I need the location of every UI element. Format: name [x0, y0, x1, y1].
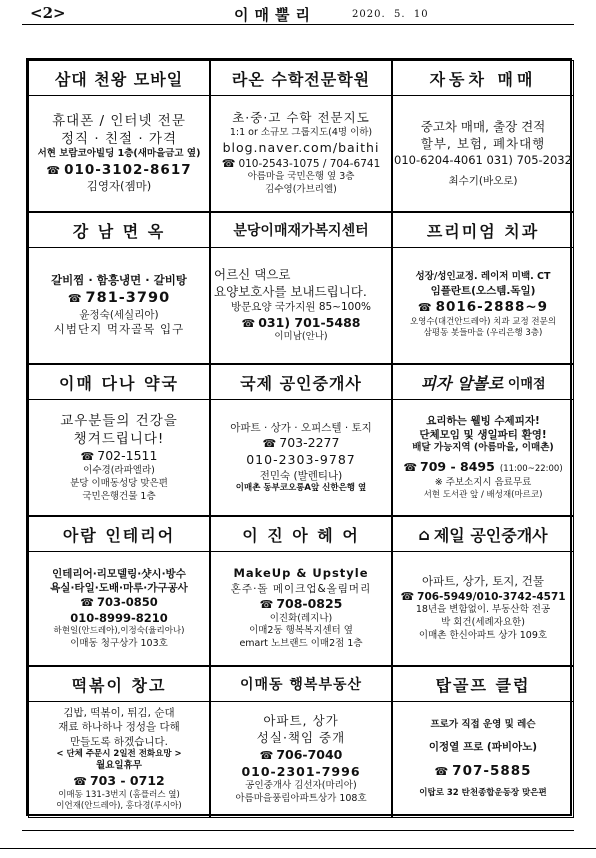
ad-phone: 709 - 8495	[420, 459, 495, 475]
ad-real-estate-jeil	[392, 516, 574, 666]
phone-icon: ☎	[259, 597, 274, 611]
ad-line: 혼주·돌 메이크업&올림머리	[230, 582, 372, 595]
phone-icon: ☎	[259, 748, 274, 762]
ad-title: 아람 인테리어	[29, 517, 209, 552]
ad-owner: 김수영(가브리엘)	[265, 184, 337, 196]
ad-owner: 최수기(바오로)	[448, 175, 518, 188]
ad-line: 이매촌 동부코오롱A앞 신한은행 옆	[235, 482, 367, 493]
ad-line: 프로가 직접 운영 및 레슨	[430, 719, 536, 731]
ad-title: 제일 공인중개사	[433, 525, 548, 545]
ad-line: 이탑로 32 탄천종합운동장 맞은편	[419, 788, 547, 799]
ad-phone: 708-0825	[276, 595, 343, 611]
ad-phone: 010-6204-4061 031) 705-2032	[394, 152, 572, 167]
ad-line: 아파트, 상가, 토지, 건물	[422, 574, 544, 589]
ad-title: 자동차 매매	[393, 61, 573, 96]
phone-icon: ☎	[80, 450, 95, 464]
ad-title: 탑골프 클럽	[393, 667, 573, 702]
ad-title: 이 진 아 헤 어	[211, 517, 391, 552]
ad-title: 이매동 행복부동산	[211, 667, 391, 702]
ad-tteokbokki	[28, 666, 210, 818]
ad-line: 재료 하나하나 정성을 다해	[58, 721, 180, 734]
ad-phone: 010-2301-7996	[241, 763, 361, 779]
ad-owner: 공인중개사 김선자(마리아)	[245, 780, 357, 792]
ad-owner: 이수경(라파엘라)	[83, 464, 155, 476]
ad-line: 아름마을풍림아파트상가 108호	[235, 793, 367, 805]
ad-line: emart 노브랜드 이매2점 1층	[239, 638, 363, 650]
ad-real-estate-haengbok	[210, 666, 392, 818]
ad-line: 요양보호사를 보내드립니다.	[214, 283, 367, 299]
ad-owner: 이언재(안드레아), 홍다경(루시아)	[56, 801, 182, 812]
phone-icon: ☎	[46, 164, 62, 178]
ad-line: 18년을 변함없이. 부동산학 전공	[415, 604, 551, 616]
ad-line: 인테리어·리모델링·샷시·방수	[52, 567, 186, 580]
ad-grid	[26, 58, 572, 816]
phone-icon: ☎	[434, 765, 450, 779]
ad-line: 방문요양 국가지원 85~100%	[231, 301, 371, 314]
ad-hair-salon	[210, 516, 392, 666]
ad-line: ※ 주보소지시 음료무료	[434, 476, 532, 488]
ad-owner: 서현 도서관 앞 / 배성재(마르코)	[423, 489, 543, 500]
ad-line: 중고차 매매, 출장 견적	[420, 118, 546, 134]
ad-owner: 박 회건(세례자요한)	[441, 617, 525, 629]
ad-line: 성장/성인교정. 레이저 미백. CT	[415, 271, 551, 283]
ad-phone: 781-3790	[85, 289, 171, 306]
ad-line: 휴대폰 / 인터넷 전문	[52, 113, 186, 129]
ad-phone: 8016-2888~9	[435, 299, 549, 316]
ad-line: 시범단지 먹자골목 입구	[53, 322, 185, 337]
ad-pizza	[392, 364, 574, 516]
ad-mobile-shop	[28, 60, 210, 212]
ad-hours: (11:00~22:00)	[499, 464, 563, 475]
phone-icon: ☎	[80, 595, 94, 609]
ad-line: 이매2동 행복복지센터 옆	[249, 625, 353, 637]
ad-title: 국제 공인중개사	[211, 365, 391, 400]
ad-interior	[28, 516, 210, 666]
ad-line: 국민은행건물 1층	[82, 490, 156, 502]
ad-line: 삼평동 봇들마을 (우리은행 3층)	[423, 328, 543, 339]
bulletin-title: 이매뿔리	[234, 6, 316, 24]
ad-title-branch: 이매점	[503, 376, 546, 392]
phone-icon: ☎	[221, 156, 236, 170]
footer-rule	[22, 830, 574, 831]
ad-phone: 010-2303-9787	[246, 451, 356, 467]
page-header	[22, 4, 574, 24]
ad-phone: 703 - 0712	[89, 772, 165, 788]
phone-icon: ☎	[400, 589, 415, 603]
ad-restaurant	[28, 212, 210, 364]
ad-line: 이매촌 한신아파트 상가 109호	[418, 630, 548, 642]
ad-line: 이매동 청구상가 103호	[70, 637, 168, 649]
ad-line: 단체모임 및 생일파티 환영!	[419, 429, 547, 442]
ad-line: 임플란트(오스템.독일)	[430, 285, 536, 298]
ad-phone: 706-5949/010-3742-4571	[417, 590, 566, 603]
header-rule	[22, 24, 574, 25]
ad-line: 어르신 댁으로	[214, 266, 291, 282]
ad-title: 분당이매재가복지센터	[211, 213, 391, 248]
ad-line: 욕실·타일·도배·마루·가구공사	[50, 581, 188, 594]
ad-line: 성실·책임 중개	[256, 729, 346, 745]
ad-phone: 702-1511	[97, 448, 158, 464]
ad-line: 1:1 or 소규모 그룹지도(4명 이하)	[229, 126, 373, 138]
ad-line: blog.naver.com/baithi	[222, 139, 380, 155]
ad-line: MakeUp & Upstyle	[233, 566, 369, 580]
ad-owner: 이정열 프로 (파비아노)	[428, 740, 538, 753]
ad-real-estate-intl	[210, 364, 392, 516]
ad-line: 초·중·고 수학 전문지도	[232, 109, 370, 125]
ad-line: 교우분들의 건강을	[60, 412, 178, 429]
ad-line: 김밥, 떡볶이, 튀김, 순대	[63, 707, 175, 720]
ad-golf-club	[392, 666, 574, 818]
ad-line: 챙겨드립니다!	[73, 430, 165, 447]
ad-math-academy	[210, 60, 392, 212]
ad-phone: 010-2543-1075 / 704-6741	[238, 157, 381, 170]
ad-phone: 703-2277	[279, 434, 340, 450]
ad-phone: 707-5885	[452, 763, 532, 780]
ad-line: 정직 · 친절 · 가격	[61, 131, 177, 148]
ad-line: 분당 이매동성당 맞은편	[70, 477, 168, 489]
ad-title: 삼대 천왕 모바일	[29, 61, 209, 96]
ad-line: 요리하는 웰빙 수제피자!	[426, 414, 540, 427]
ad-owner: 윤정숙(세실리아)	[79, 309, 159, 322]
page-number: <2>	[30, 4, 66, 22]
ad-owner: 전민숙 (발렌티나)	[259, 469, 343, 482]
ad-phone: 010-8999-8210	[70, 610, 168, 625]
ad-line: 아파트, 상가	[263, 712, 339, 728]
ad-line: 월요일휴무	[96, 760, 142, 772]
ad-owner: 하현일(안드레아),이정숙(율리아나)	[53, 626, 185, 637]
phone-icon: ☎	[262, 436, 277, 450]
ad-line: 아파트 · 상가 · 오피스텔 · 토지	[230, 421, 372, 434]
ad-line: 서현 보람코아빌딩 1층(새마을금고 옆)	[37, 148, 201, 160]
ad-title: 떡볶이 창고	[29, 667, 209, 702]
house-icon: ⌂	[418, 524, 430, 544]
ad-phone: 010-3102-8617	[64, 162, 192, 179]
ad-dental	[392, 212, 574, 364]
ad-title: 이매 다나 약국	[29, 365, 209, 400]
ad-line: 배달 가능지역 (아름마을, 이매촌)	[412, 442, 554, 454]
ad-title-brand: 피자 알볼로	[420, 373, 504, 393]
ad-owner: 이미남(안나)	[274, 331, 328, 343]
ad-owner: 이진화(레지나)	[269, 612, 333, 624]
ad-welfare-center	[210, 212, 392, 364]
phone-icon: ☎	[241, 316, 256, 330]
ad-phone: 031) 701-5488	[258, 314, 361, 330]
ad-line: 아름마을 국민은행 옆 3층	[247, 171, 355, 183]
ad-line: < 단체 주문시 2일전 전화요망 >	[56, 748, 182, 759]
ad-line: 할부, 보험, 폐차대행	[420, 135, 546, 151]
ad-pharmacy	[28, 364, 210, 516]
ad-line: 갈비찜 · 함흥냉면 · 갈비탕	[51, 273, 187, 288]
ad-line: 만들도록 하겠습니다.	[70, 735, 168, 748]
ad-phone: 706-7040	[276, 746, 343, 762]
ad-title: 라온 수학전문학원	[211, 61, 391, 96]
phone-icon: ☎	[417, 301, 433, 315]
ad-line: 이매동 131-3번지 (홈플러스 옆)	[58, 789, 180, 800]
phone-icon: ☎	[67, 291, 83, 305]
ad-phone: 703-0850	[96, 594, 158, 609]
phone-icon: ☎	[403, 461, 418, 475]
ad-owner: 오영수(대건안드레아) 치과 교정 전문의	[409, 316, 557, 327]
footer-rule-bottom	[0, 848, 596, 849]
ad-title: 프리미엄 치과	[393, 213, 573, 248]
phone-icon: ☎	[73, 774, 87, 788]
ad-title: 강 남 면 옥	[29, 213, 209, 248]
bulletin-date: 2020. 5. 10	[352, 9, 429, 20]
ad-car-dealer	[392, 60, 574, 212]
ad-owner: 김영자(젬마)	[86, 179, 152, 194]
